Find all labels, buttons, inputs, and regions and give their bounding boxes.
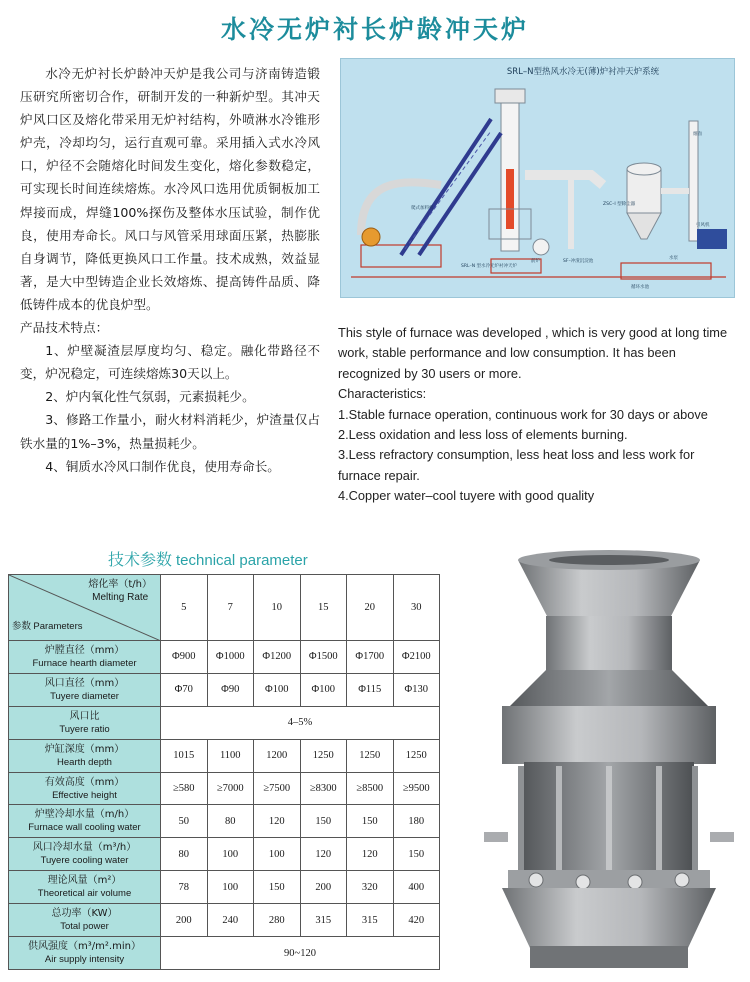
- table-cell: 100: [254, 838, 301, 871]
- table-row: [9, 904, 440, 937]
- table-row: [9, 772, 440, 805]
- table-cell: 120: [300, 838, 347, 871]
- table-cell: 100: [207, 838, 254, 871]
- english-intro: [338, 323, 738, 507]
- page-title: 水冷无炉衬长炉龄冲天炉: [220, 15, 529, 44]
- tech-title-en: technical parameter: [176, 552, 308, 569]
- table-cell: ≥8500: [347, 772, 394, 805]
- table-cell: Φ1700: [347, 641, 394, 674]
- label-pump: 水泵: [669, 256, 678, 261]
- features-title-cn: 产品技术特点：: [20, 320, 109, 336]
- merged-cell: 4–5%: [161, 706, 440, 739]
- table-cell: 1200: [254, 739, 301, 772]
- table-corner-cell: [9, 575, 161, 641]
- table-cell: ≥580: [161, 772, 208, 805]
- table-cell: Φ130: [393, 673, 440, 706]
- table-cell: 1250: [347, 739, 394, 772]
- table-cell: 315: [347, 904, 394, 937]
- table-row: [9, 838, 440, 871]
- table-cell: 180: [393, 805, 440, 838]
- table-cell: 100: [207, 871, 254, 904]
- furnace-photo: [478, 540, 740, 980]
- corner-melting-rate: 熔化率（t/h） Melting Rate: [88, 579, 152, 603]
- table-cell: 80: [207, 805, 254, 838]
- table-cell: ≥7500: [254, 772, 301, 805]
- row-header: 总功率（KW） Total power: [9, 904, 161, 937]
- table-cell: 315: [300, 904, 347, 937]
- row-header: 供风强度（m³/m².min） Air supply intensity: [9, 937, 161, 970]
- table-cell: 1250: [393, 739, 440, 772]
- table-cell: Φ1000: [207, 641, 254, 674]
- furnace-illustration: [478, 540, 740, 980]
- table-cell: ≥8300: [300, 772, 347, 805]
- label-dust: ZSC–I 型除尘器: [603, 202, 636, 207]
- table-row: [9, 641, 440, 674]
- table-cell: Φ2100: [393, 641, 440, 674]
- table-cell: Φ100: [300, 673, 347, 706]
- table-cell: Φ70: [161, 673, 208, 706]
- characteristic-item: 4.Copper water–cool tuyere with good quality: [338, 488, 595, 504]
- row-header: 炉缸深度（mm） Hearth depth: [9, 739, 161, 772]
- table-row: [9, 706, 440, 739]
- table-cell: 80: [161, 838, 208, 871]
- label-furnace: SRL–N 型水冷无炉衬冲天炉: [461, 264, 518, 269]
- table-cell: Φ115: [347, 673, 394, 706]
- table-row: [9, 739, 440, 772]
- table-cell: 120: [347, 838, 394, 871]
- table-cell: 78: [161, 871, 208, 904]
- label-desulf: 前炉: [531, 259, 540, 264]
- table-cell: 1250: [300, 739, 347, 772]
- chinese-intro: [20, 62, 320, 478]
- melting-rate-cell: 15: [300, 575, 347, 641]
- tech-params-title: [108, 547, 308, 570]
- table-cell: 50: [161, 805, 208, 838]
- table-cell: 280: [254, 904, 301, 937]
- feature-item-cn: 2、炉内氧化性气氛弱，元素损耗少。: [45, 389, 255, 405]
- table-row: [9, 805, 440, 838]
- characteristic-item: 1.Stable furnace operation, continuous work for 30 days or above: [338, 406, 708, 422]
- melting-rate-cell: 7: [207, 575, 254, 641]
- label-slag: SF–冲渣沉淀池: [563, 259, 594, 264]
- intro-paragraph-en: This style of furnace was developed , which is very good at long time work, stable performance and low consumption. It has been recognized by 30 users or more.: [338, 325, 728, 381]
- table-cell: Φ1500: [300, 641, 347, 674]
- characteristic-item: 2.Less oxidation and less loss of elements burning.: [338, 427, 628, 443]
- melting-rate-cell: 10: [254, 575, 301, 641]
- table-cell: 200: [300, 871, 347, 904]
- intro-paragraph-cn: 水冷无炉衬长炉龄冲天炉是我公司与济南铸造锻压研究所密切合作，研制开发的一种新炉型。其冲天炉风口区及熔化带采用无炉衬结构，外喷淋水冷锥形炉壳，冷却均匀，运行直观可靠。采用插入式水冷风口，炉径不会随熔化时间发生变化，熔化参数稳定，可实现长时间连续熔炼。水冷风口选用优质铜板加工焊接而成，焊缝100%探伤及整体水压试验，制作优良，使用寿命长。风口与风管采用球面压紧，热膨胀自身调节，降低更换风口工作量。技术成熟，效益显著，是大中型铸造企业长效熔炼、提高铸件品质、降低铸件成本的优良炉型。: [20, 66, 320, 312]
- table-cell: 240: [207, 904, 254, 937]
- characteristics-title: Characteristics:: [338, 386, 427, 402]
- table-cell: 150: [254, 871, 301, 904]
- table-cell: Φ1200: [254, 641, 301, 674]
- table-cell: 420: [393, 904, 440, 937]
- table-cell: 150: [300, 805, 347, 838]
- table-cell: 120: [254, 805, 301, 838]
- label-pool: 循环水池: [631, 285, 649, 290]
- feature-item-cn: 3、修路工作量小，耐火材料消耗少，炉渣量仅占铁水量的1%–3%，热量损耗少。: [20, 412, 320, 451]
- table-header-row: [9, 575, 440, 641]
- row-header: 风口比 Tuyere ratio: [9, 706, 161, 739]
- table-cell: Φ100: [254, 673, 301, 706]
- label-chimney: 烟囱: [693, 132, 702, 137]
- table-cell: ≥7000: [207, 772, 254, 805]
- feature-item-cn: 4、铜质水冷风口制作优良，使用寿命长。: [45, 458, 280, 474]
- row-header: 炉壁冷却水量（m/h） Furnace wall cooling water: [9, 805, 161, 838]
- table-cell: 320: [347, 871, 394, 904]
- row-header: 风口直径（mm） Tuyere diameter: [9, 673, 161, 706]
- table-row: [9, 673, 440, 706]
- table-cell: 1100: [207, 739, 254, 772]
- characteristic-item: 3.Less refractory consumption, less heat loss and less work for furnace repair.: [338, 447, 695, 483]
- merged-cell: 90~120: [161, 937, 440, 970]
- table-row: [9, 937, 440, 970]
- table-cell: 150: [347, 805, 394, 838]
- system-diagram-graphic: [341, 59, 734, 297]
- row-header: 有效高度（mm） Effective height: [9, 772, 161, 805]
- table-cell: 200: [161, 904, 208, 937]
- row-header: 理论风量（m²） Theoretical air volume: [9, 871, 161, 904]
- tech-title-cn: 技术参数: [108, 550, 173, 569]
- corner-parameters: 参数 Parameters: [12, 621, 83, 632]
- table-row: [9, 871, 440, 904]
- label-fan: 引风机: [696, 223, 710, 228]
- table-cell: 1015: [161, 739, 208, 772]
- row-header: 炉膛直径（mm） Furnace hearth diameter: [9, 641, 161, 674]
- melting-rate-cell: 5: [161, 575, 208, 641]
- feature-item-cn: 1、炉壁凝渣层厚度均匀、稳定。融化带路径不变，炉况稳定，可连续熔炼30天以上。: [20, 343, 320, 382]
- table-cell: Φ900: [161, 641, 208, 674]
- table-cell: 150: [393, 838, 440, 871]
- table-cell: ≥9500: [393, 772, 440, 805]
- row-header: 风口冷却水量（m³/h） Tuyere cooling water: [9, 838, 161, 871]
- label-hoist: 爬式加料机: [411, 206, 434, 211]
- melting-rate-cell: 20: [347, 575, 394, 641]
- table-cell: Φ90: [207, 673, 254, 706]
- table-cell: 400: [393, 871, 440, 904]
- melting-rate-cell: 30: [393, 575, 440, 641]
- system-diagram: [340, 58, 735, 298]
- tech-params-table: [8, 574, 440, 970]
- diagram-title: SRL–N型热风水冷无(薄)炉衬冲天炉系统: [506, 67, 660, 77]
